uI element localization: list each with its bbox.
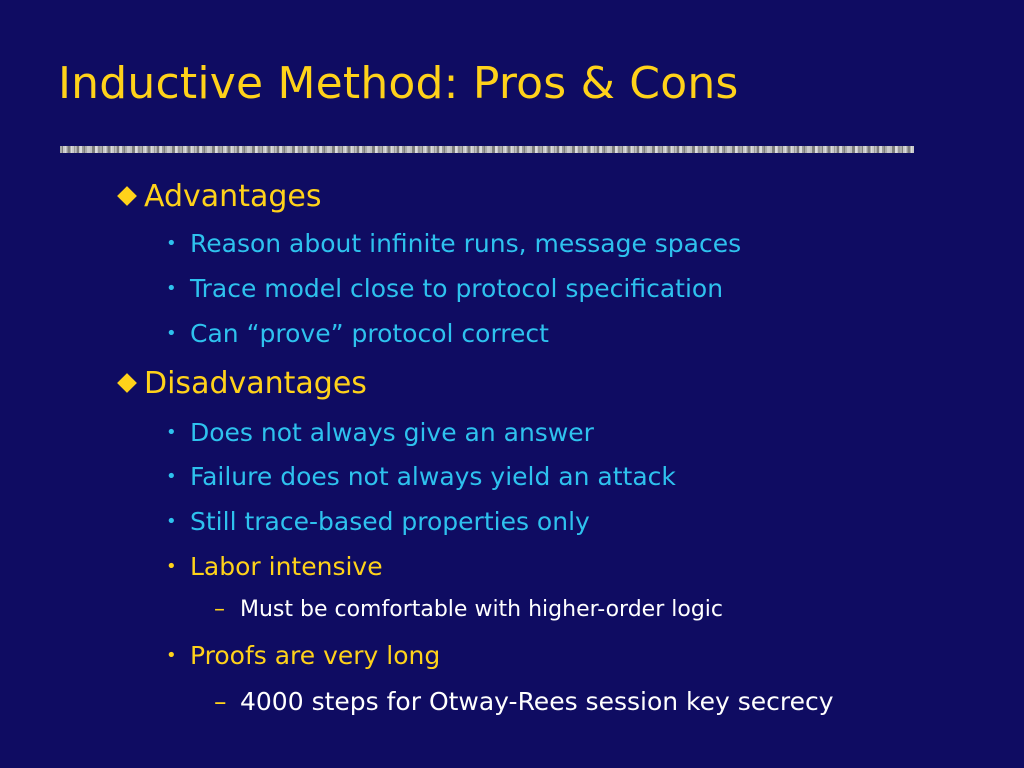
list-item [166,276,723,301]
dot-bullet-icon: • [166,323,177,344]
title-divider [60,146,914,153]
dot-bullet-icon: • [166,233,177,254]
dot-bullet-icon: • [166,278,177,299]
list-item [166,643,440,668]
slide-title: Inductive Method: Pros & Cons [58,58,739,109]
sub-list-item-text: Must be comfortable with higher-order logic [240,597,724,622]
heading-advantages [114,179,322,214]
heading-label: Disadvantages [144,366,367,401]
dot-bullet-icon: • [166,466,177,487]
list-item-text: Does not always give an answer [190,418,594,447]
list-item [166,509,590,534]
list-item [166,321,549,346]
list-item-text: Labor intensive [190,552,383,581]
dash-bullet-icon: – [214,687,227,716]
dot-bullet-icon: • [166,422,177,443]
diamond-bullet-icon [117,373,137,393]
list-item [166,464,676,489]
dot-bullet-icon: • [166,645,177,666]
list-item-text: Can “prove” protocol correct [190,319,549,348]
dot-bullet-icon: • [166,556,177,577]
list-item-text: Proofs are very long [190,641,441,670]
dash-bullet-icon: – [214,597,225,622]
heading-disadvantages [114,366,367,401]
list-item [166,231,741,256]
diamond-bullet-icon [117,186,137,206]
list-item-text: Reason about infinite runs, message spaces [190,229,742,258]
heading-label: Advantages [144,179,322,214]
list-item-text: Failure does not always yield an attack [190,462,676,491]
sub-list-item-text: 4000 steps for Otway-Rees session key secrecy [240,687,834,716]
list-item-text: Still trace-based properties only [190,507,590,536]
dot-bullet-icon: • [166,511,177,532]
sub-list-item [214,599,723,621]
sub-list-item [214,689,834,714]
list-item [166,554,383,579]
list-item-text: Trace model close to protocol specification [190,274,724,303]
list-item [166,420,594,445]
